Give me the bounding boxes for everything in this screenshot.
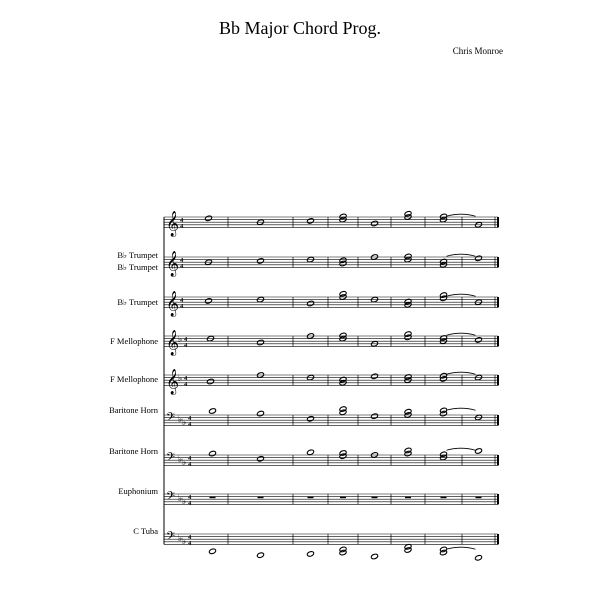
time-sig-top: 4 <box>180 217 184 224</box>
instrument-label-4: F Mellophone <box>110 336 158 346</box>
whole-note <box>209 450 217 456</box>
whole-note <box>209 408 217 414</box>
time-sig-bottom: 4 <box>180 262 184 270</box>
whole-rest <box>258 497 264 499</box>
time-sig-bottom: 4 <box>188 539 192 547</box>
tie <box>447 372 476 374</box>
whole-note <box>475 448 483 454</box>
whole-note <box>207 378 215 384</box>
bass-clef: 𝄢 <box>166 490 176 506</box>
time-sig-top: 4 <box>184 375 188 382</box>
treble-clef: 𝄞 <box>166 251 180 277</box>
composer-name: Chris Monroe <box>452 46 503 56</box>
whole-rest <box>441 497 447 499</box>
tie <box>447 333 476 335</box>
key-flat: ♭ <box>178 374 183 384</box>
key-flat: ♭ <box>182 458 187 468</box>
instrument-label-8: Euphonium <box>118 486 158 496</box>
bass-clef: 𝄢 <box>166 530 176 546</box>
whole-note <box>475 255 483 261</box>
time-sig-top: 4 <box>188 415 192 422</box>
whole-note <box>307 218 315 224</box>
time-sig-bottom: 4 <box>180 222 184 230</box>
treble-clef: 𝄞 <box>166 369 180 395</box>
time-sig-bottom: 4 <box>188 420 192 428</box>
instrument-label-7: Baritone Horn <box>109 446 158 456</box>
treble-clef: 𝄞 <box>166 211 180 237</box>
key-flat: ♭ <box>178 455 183 465</box>
time-sig-bottom: 4 <box>184 380 188 388</box>
time-sig-top: 4 <box>188 534 192 541</box>
time-sig-bottom: 4 <box>180 302 184 310</box>
whole-rest <box>405 497 411 499</box>
key-flat: ♭ <box>182 497 187 507</box>
key-flat: ♭ <box>182 537 187 547</box>
whole-note <box>307 416 315 422</box>
bass-clef: 𝄢 <box>166 411 176 427</box>
whole-note <box>205 215 213 221</box>
time-sig-bottom: 4 <box>184 341 188 349</box>
time-sig-bottom: 4 <box>188 499 192 507</box>
key-flat: ♭ <box>178 534 183 544</box>
key-flat: ♭ <box>178 335 183 345</box>
whole-note <box>371 413 379 419</box>
time-sig-top: 4 <box>184 336 188 343</box>
whole-note <box>475 337 483 343</box>
tie <box>447 294 476 296</box>
key-flat: ♭ <box>178 415 183 425</box>
whole-note <box>475 555 483 561</box>
whole-note <box>307 551 315 557</box>
time-sig-top: 4 <box>188 494 192 501</box>
whole-note <box>209 548 217 554</box>
instrument-label-9: C Tuba <box>133 526 158 536</box>
tie <box>447 448 476 450</box>
whole-note <box>257 339 265 345</box>
instrument-label-6: Baritone Horn <box>109 405 158 415</box>
whole-rest <box>476 497 482 499</box>
tie <box>447 214 476 216</box>
whole-rest <box>308 497 314 499</box>
instrument-label-3: B♭ Trumpet <box>117 297 158 307</box>
whole-rest <box>372 497 378 499</box>
whole-note <box>257 552 265 558</box>
whole-note <box>307 449 315 455</box>
bass-clef: 𝄢 <box>166 451 176 467</box>
instrument-label-5: F Mellophone <box>110 374 158 384</box>
instrument-label-1: B♭ Trumpet <box>117 250 158 260</box>
whole-note <box>257 456 265 462</box>
tie <box>447 408 476 410</box>
score-title: Bb Major Chord Prog. <box>219 18 381 38</box>
treble-clef: 𝄞 <box>166 291 180 317</box>
instrument-label-2: B♭ Trumpet <box>117 262 158 272</box>
whole-note <box>371 220 379 226</box>
tie <box>447 547 476 549</box>
time-sig-top: 4 <box>180 257 184 264</box>
time-sig-bottom: 4 <box>188 460 192 468</box>
whole-note <box>205 298 213 304</box>
whole-note <box>257 258 265 264</box>
whole-rest <box>340 497 346 499</box>
whole-note <box>257 410 265 416</box>
tie <box>447 254 476 256</box>
whole-note <box>307 300 315 306</box>
whole-rest <box>210 497 216 499</box>
key-flat: ♭ <box>182 418 187 428</box>
time-sig-top: 4 <box>188 455 192 462</box>
key-flat: ♭ <box>178 494 183 504</box>
whole-note <box>371 373 379 379</box>
time-sig-top: 4 <box>180 297 184 304</box>
treble-clef: 𝄞 <box>166 330 180 356</box>
whole-note <box>371 553 379 559</box>
